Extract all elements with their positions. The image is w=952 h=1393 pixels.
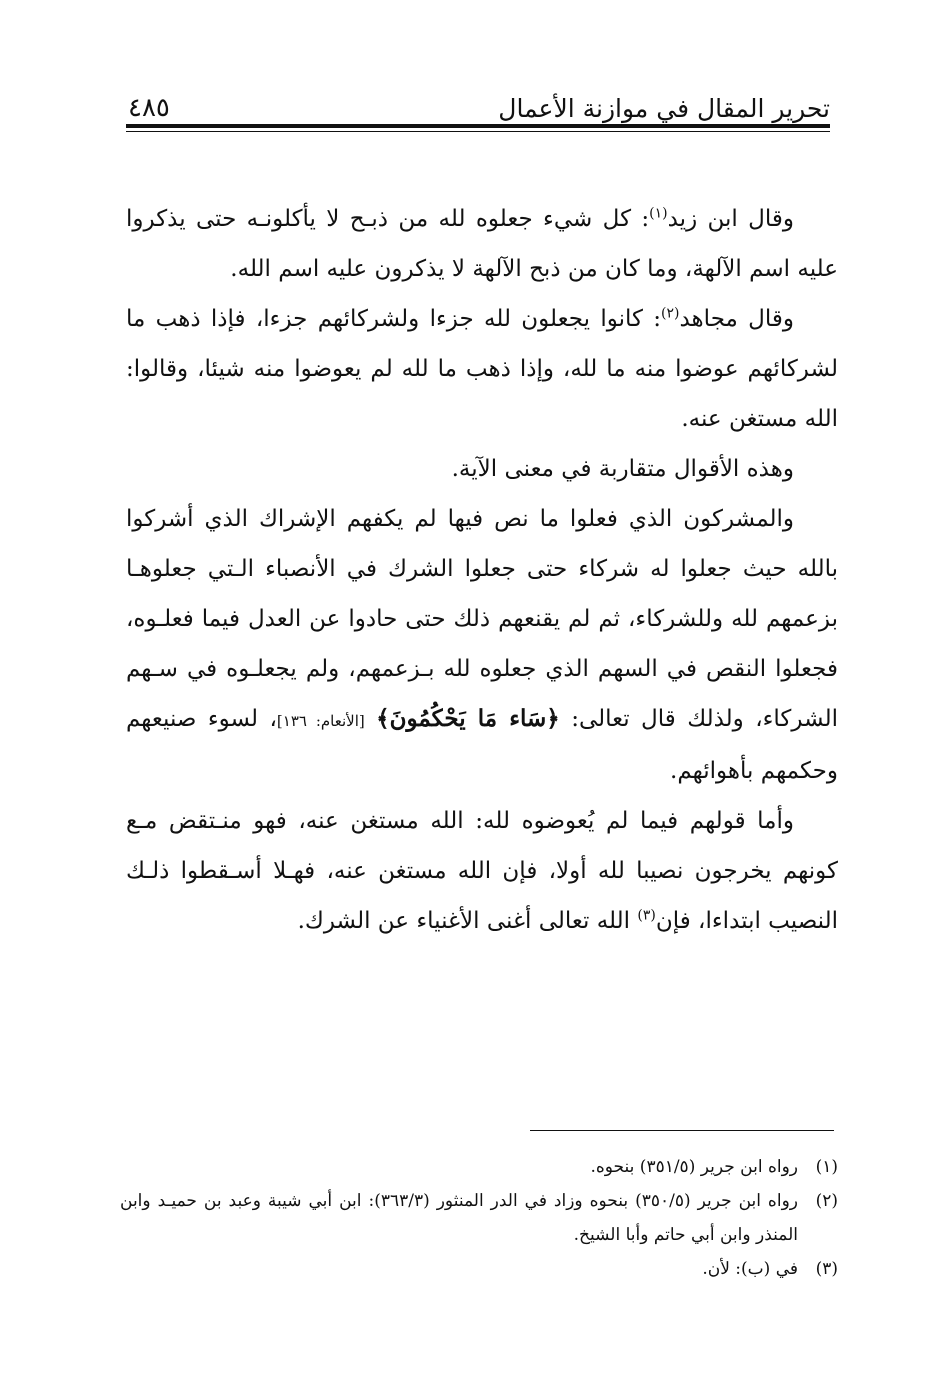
paragraph-rebuttal: وأما قولهم فيما لم يُعوضوه لله: الله مستغن عنه، فهو منـتقض مـع كونهم يخرجون نصيبا لله أولا، فإن الله مستغن عنه، فهـلا أسـقطوا ذلـك النصيب ابتداءا، فإن$^{(٣)}$ الله تعالى أغنى الأغنياء عن الشرك. [126, 808, 838, 934]
footnote-2 [120, 1184, 838, 1252]
footnote-text: رواه ابن جرير (٣٥٠/٥) بنحوه وزاد في الدر المنثور (٣٦٣/٣): ابن أبي شيبة وعبد بن حميـد وابن المنذر وابن أبي حاتم وأبا الشيخ. [120, 1191, 798, 1245]
header-rule-thin [126, 131, 830, 132]
footnote-number: (٣) [815, 1259, 838, 1279]
paragraph-ibn-zaid: وقال ابن زيد$^{(١)}$: كل شيء جعلوه لله من ذبـح لا يأكلونـه حتى يذكروا عليه اسم الآلهة، وما كان من ذبح الآلهة لا يذكرون عليه اسم الله. [126, 205, 838, 282]
footnote-marker-2[interactable]: (٢) [661, 305, 680, 322]
page-number: ٤٨٥ [128, 92, 170, 123]
footnote-text: في (ب): لأن. [702, 1259, 798, 1279]
page-header [126, 78, 830, 124]
footnote-separator [530, 1130, 834, 1131]
quran-verse: ﴿سَاء مَا يَحْكُمُونَ﴾ [376, 705, 560, 732]
quran-reference: [الأنعام: ١٣٦] [276, 712, 365, 730]
footnote-3 [120, 1252, 838, 1286]
main-text [126, 194, 838, 946]
footnote-number: (١) [815, 1157, 838, 1177]
footnote-marker-1[interactable]: (١) [649, 205, 668, 222]
paragraph-mujahid: وقال مجاهد$^{(٢)}$: كانوا يجعلون لله جزءا ولشركائهم جزءا، فإذا ذهب ما لشركائهم عوضوا منه ما لله، وإذا ذهب ما لله لم يعوضوا منه شيئا، وقالوا: الله مستغن عنه. [126, 305, 838, 432]
paragraph-summary: وهذه الأقوال متقاربة في معنى الآية. [451, 456, 794, 482]
footnote-number: (٢) [815, 1191, 838, 1211]
header-rule-thick [126, 124, 830, 128]
footnote-1 [120, 1150, 838, 1184]
footnotes [120, 1150, 838, 1286]
running-title: تحرير المقال في موازنة الأعمال [498, 94, 830, 123]
footnote-marker-3[interactable]: (٣) [637, 907, 656, 924]
footnote-text: رواه ابن جرير (٣٥١/٥) بنحوه. [590, 1157, 798, 1177]
paragraph-mushrikun: والمشركون الذي فعلوا ما نص فيها لم يكفهم الإشراك الذي أشركوا بالله حيث جعلوا له شركاء حتى جعلوا الشرك في الأنصباء الـتي جعلوهـا بزعمهم لله وللشركاء، ثم لم يقنعهم ذلك حتى حادوا عن العدل فيما فعلـوه، فجعلوا النقص في السهم الذي جعلوه لله بـزعمهم، ولم يجعلـوه في سـهم الشركاء، ولذلك قال تعالى: ﴿سَاء مَا يَحْكُمُونَ﴾ [الأنعام: ١٣٦]، لسوء صنيعهم وحكمهم بأهوائهم. [126, 506, 838, 784]
